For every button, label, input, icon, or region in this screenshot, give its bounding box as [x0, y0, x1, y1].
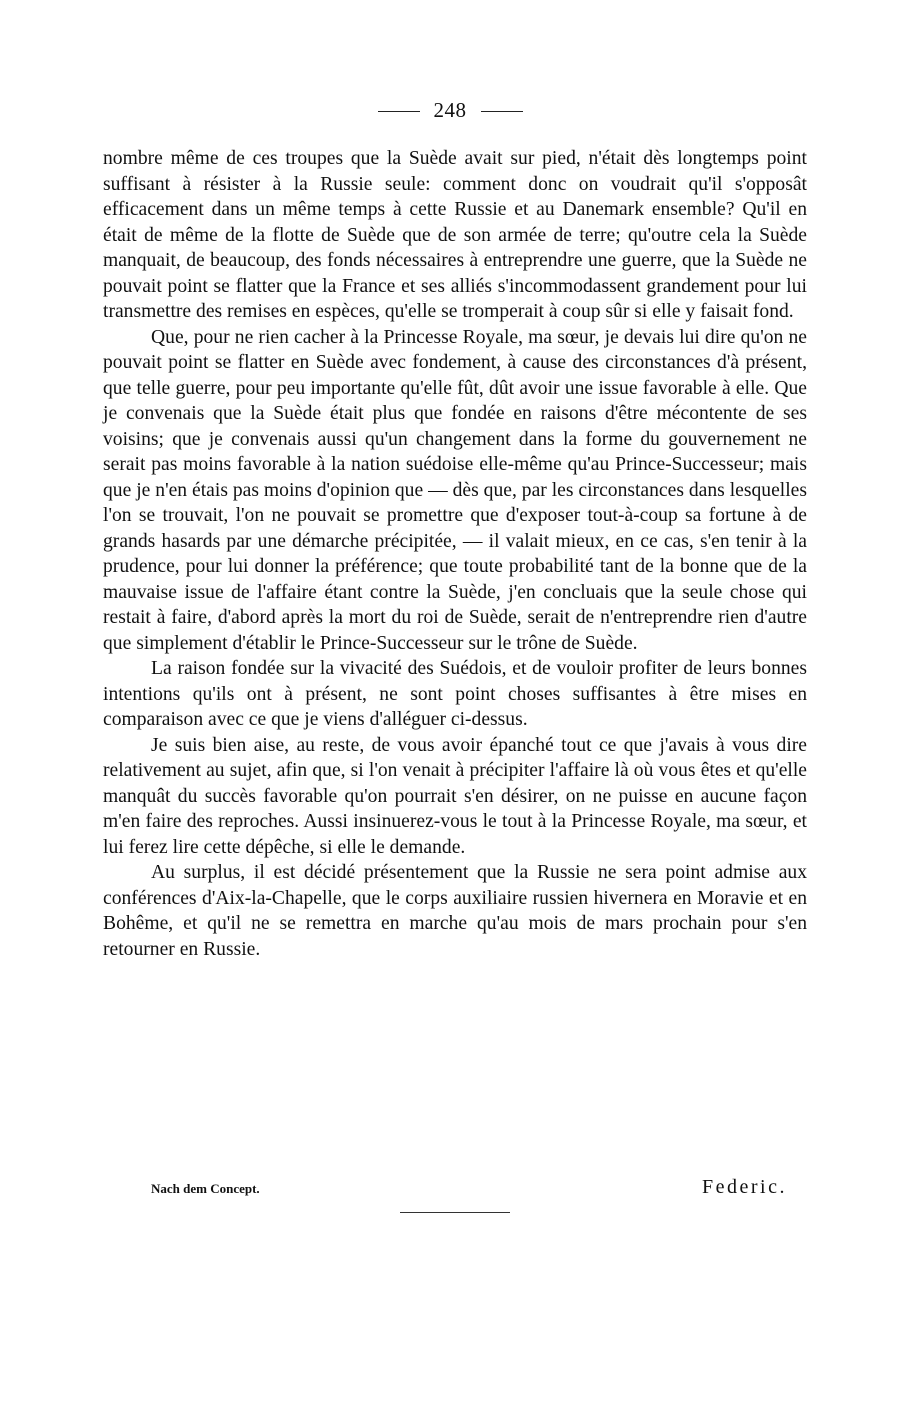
paragraph: Que, pour ne rien cacher à la Princesse Royale, ma sœur, je devais lui dire qu'on ne pouvait point se flatter en Suède avec fondement, à cause des circonstances d'à présent, que telle guerre, pour peu importante qu'elle fût, dût avoir une issue favorable à elle. Que je convenais que la Suède était plus que fondée en raisons d'être mécontente de ses voisins; que je convenais aussi qu'un changement dans la forme du gouvernement ne serait pas moins favorable à la nation suédoise elle-même qu'au Prince-Successeur; mais que je n'en étais pas moins d'opinion que — dès que, par les circonstances dans lesquelles l'on se trouvait, l'on ne pouvait se promettre que d'exposer tout-à-coup sa fortune à de grands hasards par une démarche précipitée, — il valait mieux, en ce cas, s'en tenir à la prudence, pour lui donner la préférence; que toute probabilité tant de la bonne que de la mauvaise issue de l'affaire étant contre la Suède, j'en concluais que la seule chose qui restait à faire, d'abord après la mort du roi de Suède, serait de n'entreprendre rien d'autre que simplement d'établir le Prince-Successeur sur le trône de Suède.	[103, 326, 807, 654]
paragraph: La raison fondée sur la vivacité des Suédois, et de vouloir profiter de leurs bonnes intentions qu'ils ont à présent, ne sont point choses suffisantes à être mises en comparaison avec ce que je viens d'alléguer ci-dessus.	[103, 658, 807, 730]
closing-line	[103, 1176, 787, 1199]
source-note: Nach dem Concept.	[151, 1181, 260, 1196]
header-rule-left	[378, 111, 420, 112]
letter-body	[103, 146, 807, 962]
page-number: 248	[433, 98, 467, 122]
page-header	[0, 98, 900, 123]
header-rule-right	[481, 111, 523, 112]
paragraph-continuation: nombre même de ces troupes que la Suède avait sur pied, n'était dès longtemps point suffisant à résister à la Russie seule: comment donc on voudrait qu'il s'opposât efficacement dans un même temps à cette Russie et au Danemark ensemble? Qu'il en était de même de la flotte de Suède que de son armée de terre; qu'outre cela la Suède manquait, de beaucoup, des fonds nécessaires à entreprendre une guerre, que la Suède ne pouvait point se flatter que la France et ses alliés s'incommodassent grandement pour lui transmettre des remises en espèces, qu'elle se tromperait à coup sûr si elle y faisait fond.	[103, 148, 807, 322]
signature: Federic.	[702, 1176, 787, 1198]
paragraph: Je suis bien aise, au reste, de vous avoir épanché tout ce que j'avais à vous dire relativement au sujet, afin que, si l'on venait à précipiter l'affaire là où vous êtes et qu'elle manquât du succès favorable qu'on pourrait s'en désirer, on ne puisse en aucune façon m'en faire des reproches. Aussi insinuerez-vous le tout à la Princesse Royale, ma sœur, et lui ferez lire cette dépêche, si elle le demande.	[103, 734, 807, 858]
paragraph: Au surplus, il est décidé présentement que la Russie ne sera point admise aux conférences d'Aix-la-Chapelle, que le corps auxiliaire russien hivernera en Moravie et en Bohême, et qu'il ne se remettra en marche qu'au mois de mars prochain pour s'en retourner en Russie.	[103, 862, 807, 960]
end-rule	[400, 1212, 510, 1213]
